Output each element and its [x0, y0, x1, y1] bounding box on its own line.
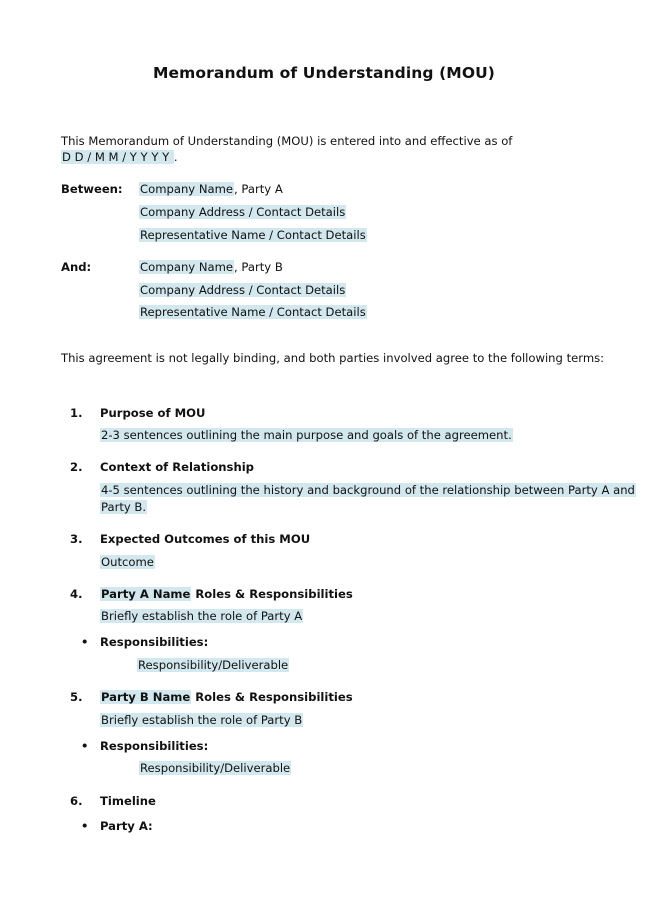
section-2-body-2[interactable]: Party B. [101, 500, 147, 514]
section-4-heading [100, 587, 353, 601]
section-1-body[interactable]: 2-3 sentences outlining the main purpose and goals of the agreement. [101, 428, 512, 442]
section-4-resp-line [137, 658, 289, 672]
party-b-suffix: , Party B [234, 260, 283, 274]
party-b-rep-line [139, 305, 367, 319]
section-5-body[interactable]: Briefly establish the role of Party B [101, 713, 303, 727]
section-2-heading: Context of Relationship [100, 460, 254, 474]
party-a-rep-line [139, 228, 367, 242]
section-2-number: 2. [70, 460, 83, 474]
party-b-representative[interactable]: Representative Name / Contact Details [140, 305, 366, 319]
party-a-representative[interactable]: Representative Name / Contact Details [140, 228, 366, 242]
section-2-body-1[interactable]: 4-5 sentences outlining the history and background of the relationship between Party A and [101, 483, 635, 497]
party-a-address-line [139, 205, 346, 219]
section-4-body[interactable]: Briefly establish the role of Party A [101, 609, 303, 623]
section-4-responsibility[interactable]: Responsibility/Deliverable [138, 658, 289, 672]
section-6-party-a-label: Party A: [100, 819, 153, 833]
section-5-resp-line [139, 761, 291, 775]
section-6-bullet: • [81, 819, 89, 833]
date-suffix: . [173, 150, 178, 164]
section-1-body-line [100, 428, 513, 442]
party-a-suffix: , Party A [234, 182, 283, 196]
section-6-number: 6. [70, 794, 83, 808]
section-5-number: 5. [70, 690, 83, 704]
section-6-heading: Timeline [100, 794, 156, 808]
date-placeholder[interactable]: D D / M M / Y Y Y Y [62, 150, 173, 164]
section-4-number: 4. [70, 587, 83, 601]
section-5-heading-rest: Roles & Responsibilities [191, 690, 353, 704]
section-2-body-line-2 [100, 500, 147, 514]
date-line [61, 150, 178, 164]
section-5-responsibilities-label: Responsibilities: [100, 739, 209, 753]
agreement-text: This agreement is not legally binding, and both parties involved agree to the following terms: [61, 351, 605, 365]
section-1-heading: Purpose of MOU [100, 406, 206, 420]
section-5-party-name[interactable]: Party B Name [101, 690, 191, 704]
section-5-body-line [100, 713, 303, 727]
section-3-number: 3. [70, 532, 83, 546]
section-3-heading: Expected Outcomes of this MOU [100, 532, 311, 546]
section-5-heading [100, 690, 353, 704]
section-4-body-line [100, 609, 303, 623]
and-label: And: [61, 260, 92, 274]
section-2-body-line-1 [100, 483, 636, 497]
section-1-number: 1. [70, 406, 83, 420]
section-4-bullet: • [81, 635, 89, 649]
party-a-address[interactable]: Company Address / Contact Details [140, 205, 346, 219]
party-a-company-name[interactable]: Company Name [140, 182, 234, 196]
section-4-party-name[interactable]: Party A Name [101, 587, 191, 601]
document-title: Memorandum of Understanding (MOU) [153, 64, 495, 82]
section-4-heading-rest: Roles & Responsibilities [191, 587, 353, 601]
section-5-bullet: • [81, 739, 89, 753]
intro-line: This Memorandum of Understanding (MOU) is entered into and effective as of [61, 134, 513, 148]
section-3-outcome[interactable]: Outcome [101, 555, 154, 569]
party-b-name-line [139, 260, 283, 274]
section-4-responsibilities-label: Responsibilities: [100, 635, 209, 649]
party-b-company-name[interactable]: Company Name [140, 260, 234, 274]
section-3-body-line [100, 555, 155, 569]
section-5-responsibility[interactable]: Responsibility/Deliverable [140, 761, 291, 775]
party-b-address[interactable]: Company Address / Contact Details [140, 283, 346, 297]
party-a-name-line [139, 182, 283, 196]
between-label: Between: [61, 182, 123, 196]
party-b-address-line [139, 283, 346, 297]
